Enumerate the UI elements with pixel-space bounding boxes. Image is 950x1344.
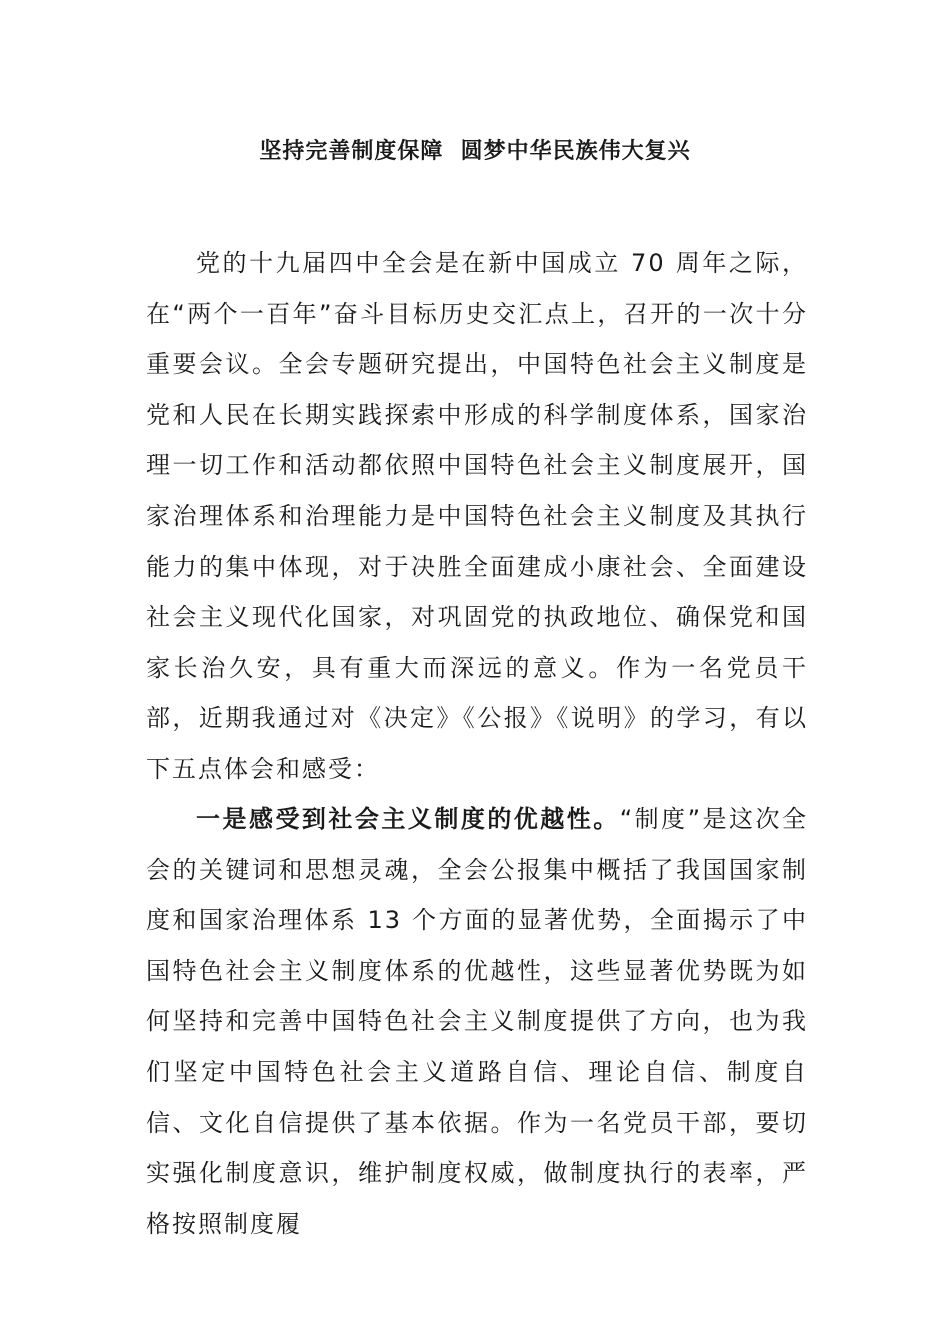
paragraph-2-text: “制度”是这次全会的关键词和思想灵魂，全会公报集中概括了我国国家制度和国家治理体系 13 个方面的显著优势，全面揭示了中国特色社会主义制度体系的优越性，这些显著优势既为如何坚持和完善中国特色社会主义制度提供了方向，也为我们坚定中国特色社会主义道路自信、理论自信、制度自信、文化自信提供了基本依据。作为一名党员干部，要切实强化制度意识，维护制度权威，做制度执行的表率，严格按照制度履: [146, 805, 809, 1238]
paragraph-2: [146, 794, 808, 1249]
paragraph-2-lead: 一是感受到社会主义制度的优越性。: [196, 805, 620, 833]
document-title: 坚持完善制度保障 圆梦中华民族伟大复兴: [259, 139, 691, 164]
paragraph-1-text: 党的十九届四中全会是在新中国成立 70 周年之际，在“两个一百年”奋斗目标历史交汇点上，召开的一次十分重要会议。全会专题研究提出，中国特色社会主义制度是党和人民在长期实践探索中形成的科学制度体系，国家治理一切工作和活动都依照中国特色社会主义制度展开，国家治理体系和治理能力是中国特色社会主义制度及其执行能力的集中体现，对于决胜全面建成小康社会、全面建设社会主义现代化国家，对巩固党的执政地位、确保党和国家长治久安，具有重大而深远的意义。作为一名党员干部，近期我通过对《决定》《公报》《说明》的学习，有以下五点体会和感受：: [146, 249, 808, 783]
paragraph-1: [146, 238, 808, 795]
